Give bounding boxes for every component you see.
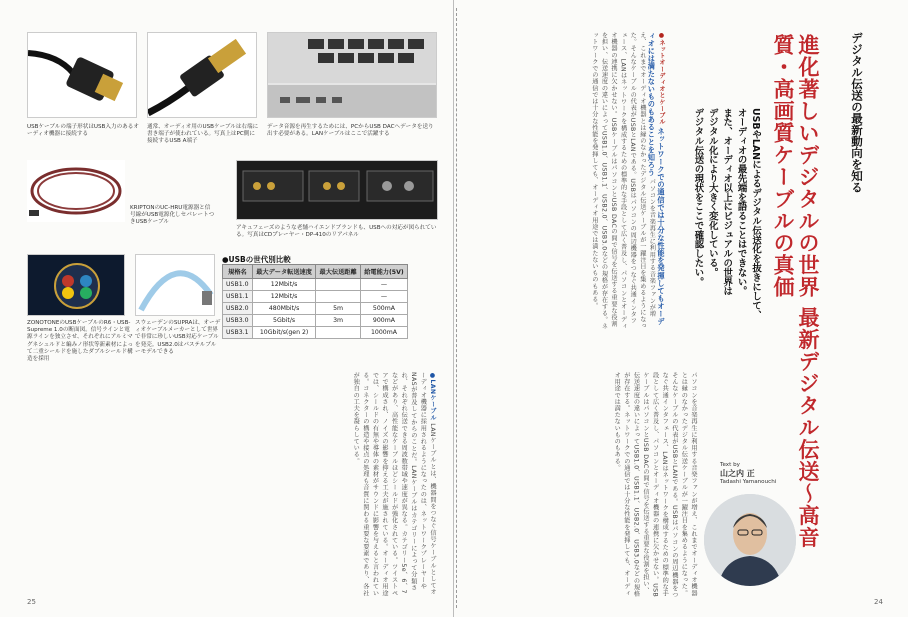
table-cell: 5Gbit/s	[252, 315, 315, 327]
usb-generation-table	[222, 264, 408, 339]
supra-caption: スウェーデンのSUPRAは、オーディオケーブルメーカーとして世界で非常に珍しいUSB対応ケーブルを発売。USB2.0はパステルブルーモデルできる	[135, 320, 221, 355]
table-cell: 1000mA	[360, 327, 407, 339]
table-cell: USB2.0	[223, 303, 253, 315]
zonotone-photo	[27, 254, 125, 316]
laptop-photo	[267, 32, 437, 118]
lead-line: また、オーディオ以上にビジュアルの世界は	[721, 108, 733, 296]
table-cell: USB1.1	[223, 291, 253, 303]
right-body-upper	[466, 32, 666, 330]
headline: 進化著しいデジタルの世界 最新デジタル伝送〜高音質・高画質ケーブルの真価	[771, 34, 820, 549]
table-header: 規格名	[223, 265, 253, 279]
table-cell: 5m	[316, 303, 361, 315]
krypton-caption: KRIPTONのUC-HRU電源器と信号線がUSB電源化しセパレートつきUSBケーブル	[130, 205, 215, 226]
table-cell	[316, 291, 361, 303]
table-row	[223, 303, 408, 315]
supra-photo	[135, 254, 215, 316]
left-body-text	[27, 372, 437, 600]
table-cell: 12Mbit/s	[252, 279, 315, 291]
author-name: 山之内 正	[720, 469, 755, 478]
laptop-caption: データ音源を再生するためには、PCからUSB DACへデータを送り出す必要がある。LANケーブルはここで活躍する	[267, 124, 434, 138]
table-cell: 900mA	[360, 315, 407, 327]
usb-a-photo	[147, 32, 257, 118]
fold-line	[456, 8, 457, 608]
lead-line: デジタル化により大きく変化している。	[706, 108, 718, 278]
table-cell	[316, 327, 361, 339]
author-label: Text by	[720, 462, 740, 468]
table-cell: USB3.0	[223, 315, 253, 327]
right-body-paragraph: パソコンを音楽再生に利用する音楽ファンが増え、これまでオーディオ機器とは縁のなかったデジタル伝送ケーブルが一躍注目を集めるようになった。そんなケーブルの代表がUSBとLANである。USBはパソコンの周辺機器をつなぐ共通インタフェース、LANはネットワークを構成するための標準的な手段として広く普及し、パソコンとオーディオ機器の連携に欠かせない。USBケーブルはパソコンとUSB DACの間で信号を伝送する重要な役割を担い、伝送速度の違いによってUSB1.0、USB1.1、USB2.0、USB3.0などの規格が存在する。ネットワークでの通信では十分な性能を発揮しても、オーディオ用途では満たないものもある。	[613, 372, 697, 599]
lan-section-heading: ●LANケーブル	[429, 372, 436, 421]
cable-coil-photo	[27, 160, 125, 222]
table-cell: —	[360, 279, 407, 291]
table-cell: 12Mbit/s	[252, 291, 315, 303]
lead-line: USBやLANによるデジタル伝送化を抜きにして、	[750, 108, 762, 320]
rear-panel-caption: アキュフェーズのような老舗ハイエンドブランドも、USBへの対応が図られている。写真はCDプレーヤー・DP-410のリアパネル	[236, 225, 437, 239]
table-header: 最大伝送距離	[316, 265, 361, 279]
usb-b-caption: USBケーブルの端子形状はUSB入力のあるオーディオ機器に接続する	[27, 124, 139, 138]
table-cell: 10Gbit/s(gen 2)	[252, 327, 315, 339]
right-body-lower	[466, 372, 698, 600]
table-row	[223, 291, 408, 303]
usb-b-photo	[27, 32, 137, 118]
right-body-paragraph: パソコンを音楽再生に利用する音楽ファンが増え、これまでオーディオ機器とは縁のなかったデジタル伝送ケーブルが一躍注目を集めるようになった。そんなケーブルの代表がUSBとLANである。USBはパソコンの周辺機器をつなぐ共通インタフェース、LANはネットワークを構成するための標準的な手段として広く普及し、パソコンとオーディオ機器の連携に欠かせない。USBケーブルはパソコンとUSB DACの間で信号を伝送する重要な役割を担い、伝送速度の違いによってUSB1.0、USB1.1、USB2.0、USB3.0などの規格が存在する。ネットワークでの通信では十分な性能を発揮しても、オーディオ用途では満たないものもある。	[590, 32, 656, 330]
kicker: デジタル伝送の最新動向を知る	[850, 32, 864, 193]
lead-copy	[690, 108, 762, 378]
table-cell: 480Mbit/s	[252, 303, 315, 315]
table-cell: 3m	[316, 315, 361, 327]
right-page-number: 24	[874, 598, 883, 606]
table-header-row	[223, 265, 408, 279]
table-row	[223, 279, 408, 291]
table-cell: —	[360, 291, 407, 303]
author-portrait	[704, 494, 796, 586]
usb-a-caption: 通常、オーディオ用のUSBケーブルは右端に書き端子が使われている。写真上はPC側に接続するUSB A端子	[147, 124, 259, 145]
author-romaji: Tadashi Yamanouchi	[720, 479, 777, 485]
usb-table-title: ●USBの世代別比較	[222, 255, 291, 264]
rear-panel-photo	[236, 160, 438, 220]
section-bullet: ●ネットオーディオとケーブル	[658, 32, 665, 126]
table-row	[223, 327, 408, 339]
table-row	[223, 315, 408, 327]
gutter	[453, 0, 454, 617]
left-page-number: 25	[27, 598, 36, 606]
table-header: 最大データ転送速度	[252, 265, 315, 279]
zonotone-caption: ZONOTONEのUSBケーブルのR6・USB-Supreme 1.0の断面図。信号ラインと電源ラインを独立させ、それぞれにアルミマグネシュルドと編みノ形状等新素材によって二重シールドを施したダブルシールド構造を採用	[27, 320, 134, 363]
table-cell: 500mA	[360, 303, 407, 315]
lead-line: デジタル伝送の現状をここで確認したい。	[692, 108, 704, 287]
table-cell: USB3.1	[223, 327, 253, 339]
author-byline	[720, 462, 780, 485]
section-subhead: ネットワークでの通信では十分な性能を発揮してもオーディオには満たないものもあることを知ろう	[647, 32, 666, 326]
table-cell	[316, 279, 361, 291]
table-cell: USB1.0	[223, 279, 253, 291]
lead-line: オーディオの最先端を語ることはできない。	[735, 108, 747, 296]
table-header: 給電能力(5V)	[360, 265, 407, 279]
left-body-paragraph: LANケーブルとは、機器間をつなぐ信号ケーブルとしてオーディオ機器に採用されるようになったのは、ネットワークプレーヤーやNASが普及してからのことだ。LANケーブルはカテゴリーによって分類され、それぞれ伝送できる周波数帯域や速度が異なる。カテゴリー5e、6、7などがあり、高性能なケーブルほどシールドが強化されている。ツイストペアで構成され、ノイズの影響を抑える工夫が施されている。オーディオ用途では、シールドの有無や導体の素材がサウンドに影響を与えると言われている。コネクターの構造や接点の処理も音質に関わる重要な要素であり、各社が独自の工夫を凝らしている。	[352, 372, 436, 597]
